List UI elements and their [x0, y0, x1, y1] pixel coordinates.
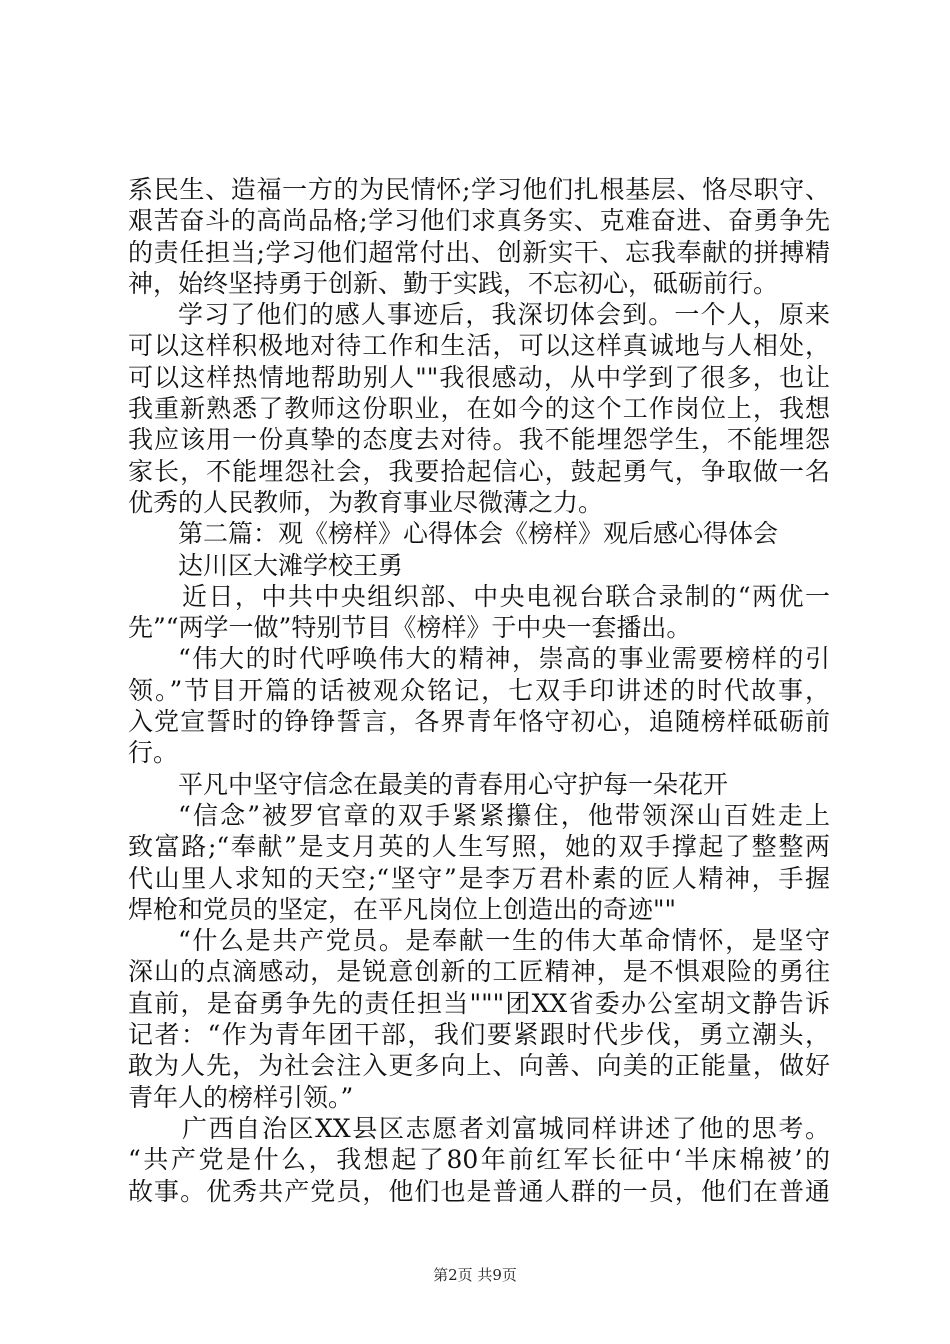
- text-line: 优秀的人民教师，为教育事业尽微薄之力。: [128, 487, 604, 517]
- text-line: “共产党是什么，我想起了80年前红军长征中‘半床棉被’的: [128, 1145, 830, 1175]
- text-line: 致富路;“奉献”是支月英的人生写照，她的双手撑起了整整两: [128, 832, 830, 862]
- text-line: “什么是共产党员。是奉献一生的伟大革命情怀，是坚守: [178, 926, 830, 956]
- text-line: 故事。优秀共产党员，他们也是普通人群的一员，他们在普通: [128, 1176, 830, 1206]
- text-line: 领。”节目开篇的话被观众铭记，七双手印讲述的时代故事，: [128, 675, 830, 705]
- text-line: “伟大的时代呼唤伟大的精神，崇高的事业需要榜样的引: [178, 644, 830, 674]
- text-line: 深山的点滴感动，是锐意创新的工匠精神，是不惧艰险的勇往: [128, 957, 830, 987]
- text-line: 我应该用一份真挚的态度去对待。我不能埋怨学生，不能埋怨: [128, 425, 830, 455]
- text-line: 家长，不能埋怨社会，我要拾起信心，鼓起勇气，争取做一名: [128, 456, 830, 486]
- text-line: 焊枪和党员的坚定，在平凡岗位上创造出的奇迹"": [128, 894, 676, 924]
- text-line: 学习了他们的感人事迹后，我深切体会到。一个人，原来: [178, 300, 830, 330]
- text-line: 敢为人先，为社会注入更多向上、向善、向美的正能量，做好: [128, 1051, 830, 1081]
- text-line: 广西自治区XX县区志愿者刘富城同样讲述了他的思考。: [182, 1113, 830, 1143]
- text-line: 系民生、造福一方的为民情怀;学习他们扎根基层、恪尽职守、: [128, 175, 830, 204]
- page-number-footer: 第2页 共9页: [433, 1266, 517, 1284]
- text-line: 先”“两学一做”特别节目《榜样》于中央一套播出。: [128, 613, 692, 643]
- text-line: 记者：“作为青年团干部，我们要紧跟时代步伐，勇立潮头，: [128, 1020, 830, 1050]
- text-line: 可以这样热情地帮助别人""我很感动，从中学到了很多，也让: [128, 362, 830, 392]
- subheading: 平凡中坚守信念在最美的青春用心守护每一朵花开: [178, 769, 729, 799]
- section-heading: 第二篇：观《榜样》心得体会《榜样》观后感心得体会: [178, 519, 779, 549]
- text-line: 直前，是奋勇争先的责任担当"""团XX省委办公室胡文静告诉: [128, 988, 830, 1018]
- text-line: 代山里人求知的天空;“坚守”是李万君朴素的匠人精神，手握: [128, 863, 830, 893]
- text-line: 我重新熟悉了教师这份职业，在如今的这个工作岗位上，我想: [128, 394, 830, 424]
- text-line: 近日，中共中央组织部、中央电视台联合录制的“两优一: [182, 581, 830, 611]
- text-line: 神，始终坚持勇于创新、勤于实践，不忘初心，砥砺前行。: [128, 268, 779, 298]
- author-line: 达川区大滩学校王勇: [178, 550, 404, 580]
- text-line: “信念”被罗官章的双手紧紧攥住，他带领深山百姓走上: [178, 800, 830, 830]
- text-line: 行。: [128, 738, 179, 768]
- text-line: 的责任担当;学习他们超常付出、创新实干、忘我奉献的拼搏精: [128, 237, 830, 267]
- document-body: [128, 174, 830, 1207]
- text-line: 入党宣誓时的铮铮誓言，各界青年恪守初心，追随榜样砥砺前: [128, 707, 830, 737]
- text-line: 可以这样积极地对待工作和生活，可以这样真诚地与人相处，: [128, 331, 830, 361]
- text-line: 青年人的榜样引领。”: [128, 1082, 354, 1112]
- text-line: 艰苦奋斗的高尚品格;学习他们求真务实、克难奋进、奋勇争先: [128, 206, 830, 236]
